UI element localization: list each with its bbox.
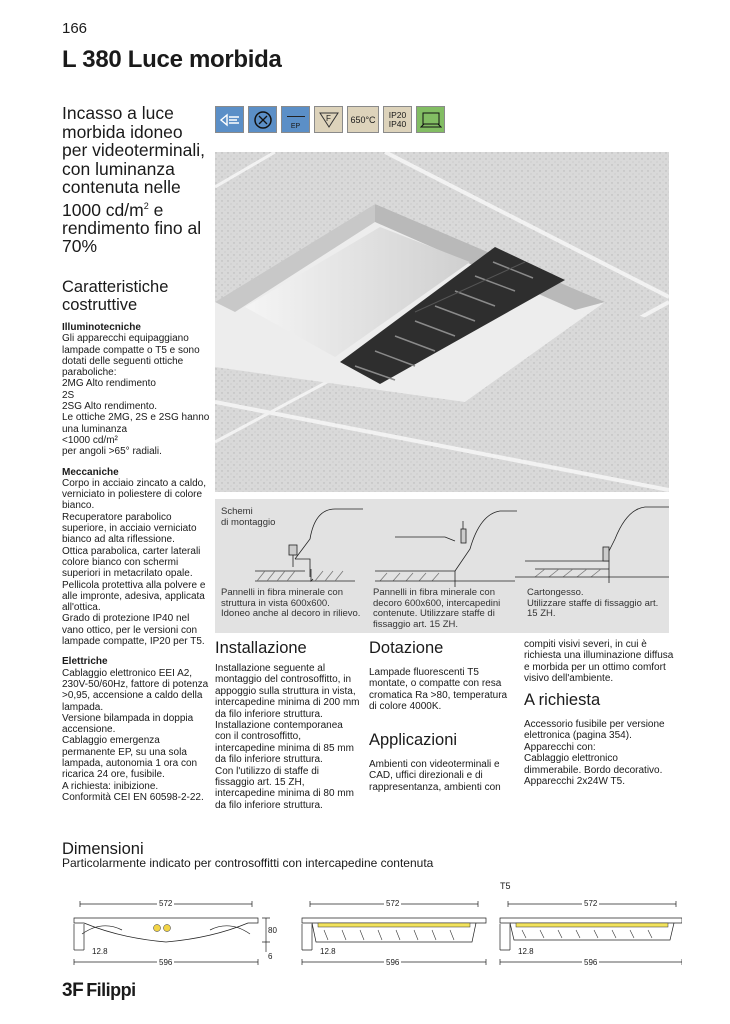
dim1-height: 80 (268, 926, 277, 935)
left-column (62, 322, 212, 812)
ip40-label: IP40 (388, 118, 407, 129)
monitor-icon (416, 106, 445, 133)
dimension-drawings (62, 890, 682, 970)
mounting-schemes-panel (215, 499, 669, 633)
temp-650-icon: 650°C (347, 106, 379, 133)
brand-mark: 3F (62, 980, 84, 1001)
applicazioni-continued-text: compiti visivi severi, in cui è richiesta una illuminazione diffusa e morbida per un ottimo comfort visivo dell'ambiente. (524, 639, 674, 685)
a-richiesta-text: Accessorio fusibile per versione elettronica (pagina 354). Apparecchi con: Cablaggio elettronico dimmerabile. Bordo decorativo. Apparecchi 2x24W T5. (524, 719, 665, 788)
dim3-flange: 12.8 (518, 947, 534, 956)
page-number: 166 (62, 20, 88, 37)
intro-tail: e rendimento fino al 70% (62, 199, 202, 257)
illuminotecniche-heading: Illuminotecniche (62, 322, 141, 333)
dim1-flange: 12.8 (92, 947, 108, 956)
meccaniche-heading: Meccaniche (62, 466, 119, 478)
ep-label: EP (290, 123, 301, 130)
dim2-bottom-width: 596 (386, 958, 400, 967)
intro-text (62, 104, 212, 256)
illuminotecniche-text: Gli apparecchi equipaggiano lampade compatte o T5 e sono dotati delle seguenti ottiche paraboliche: 2MG Alto rendimento 2S 2SG Alto rendimento. Le ottiche 2MG, 2S e 2SG hanno una luminanza <1000 cd/m² per angoli >65° radiali. (62, 333, 210, 458)
intro-superscript: 2 (143, 200, 149, 211)
f-mark-label: F (326, 114, 331, 123)
product-photo (215, 152, 669, 492)
caratteristiche-heading: Caratteristiche costruttive (62, 278, 169, 314)
brand-logo (62, 980, 136, 1002)
dim1-top-width: 572 (159, 899, 173, 908)
scheme-caption-2: Pannelli in fibra minerale con decoro 600x600, intercapedini contenute. Utilizzare staffe di fissaggio art. 15 ZH. (373, 587, 501, 630)
ip20-label: IP20 (388, 109, 407, 120)
ip-rating-icon (383, 106, 412, 133)
dotazione-heading: Dotazione (369, 639, 444, 657)
installazione-text: Installazione seguente al montaggio del controsoffitto, in appoggio sulla struttura in vista, intercapedine minima di 200 mm da filo inferiore struttura. Installazione contemporanea con il controsoffitto, intercapedine minima di 85 mm da filo inferiore struttura. Con l'utilizzo di staffe di fissaggio art. 15 ZH, intercapedine minima di 80 mm da filo inferiore struttura. (215, 663, 360, 811)
f-mark-icon (314, 106, 343, 133)
installazione-heading: Installazione (215, 639, 307, 657)
dimensioni-subtitle: Particolarmente indicato per controsoffitti con intercapedine contenuta (62, 856, 434, 870)
dimensioni-heading: Dimensioni (62, 840, 144, 858)
scheme-caption-1: Pannelli in fibra minerale con struttura in vista 600x600. Idoneo anche al decoro in rilievo. (221, 587, 361, 619)
meccaniche-text: Corpo in acciaio zincato a caldo, verniciato in poliestere di colore bianco. Recuperatore parabolico superiore, in acciaio verniciato bianco ad alta riflessione. Ottica parabolica, carter laterali colore bianco con schermi superiori in metacrilato opale. Pellicola protettiva alla polvere e alle impronte, adesiva, applicata all'ottica. Grado di protezione IP40 nel vano ottico, per le versioni con lampade compatte, IP20 per T5. (62, 477, 206, 648)
ep-icon (281, 106, 310, 133)
t5-label: T5 (500, 881, 511, 891)
page-title: L 380 Luce morbida (62, 46, 282, 73)
schemi-heading: Schemi di montaggio (221, 506, 276, 528)
applicazioni-text: Ambienti con videoterminali e CAD, uffici direzionali e di rappresentanza, ambienti con (369, 759, 501, 793)
certification-icons (215, 106, 445, 133)
applicazioni-heading: Applicazioni (369, 731, 458, 749)
dim2-flange: 12.8 (320, 947, 336, 956)
dim3-top-width: 572 (584, 899, 598, 908)
dim2-top-width: 572 (386, 899, 400, 908)
ce-icon (215, 106, 244, 133)
dim1-bottom-width: 596 (159, 958, 173, 967)
elettriche-heading: Elettriche (62, 656, 108, 668)
dotazione-text: Lampade fluorescenti T5 montate, o compatte con resa cromatica Ra >80, temperatura di colore 4000K. (369, 667, 508, 713)
a-richiesta-heading: A richiesta (524, 691, 601, 709)
intro-main: Incasso a luce morbida idoneo per videoterminali, con luminanza contenuta nelle 1000 cd/m (62, 103, 205, 220)
scheme-caption-3: Cartongesso. Utilizzare staffe di fissaggio art. 15 ZH. (527, 587, 659, 619)
brand-name: Filippi (86, 980, 136, 1000)
dim1-flange-height: 6 (268, 952, 273, 961)
imq-icon (248, 106, 277, 133)
ep-line (287, 116, 305, 117)
elettriche-text: Cablaggio elettronico EEI A2, 230V-50/60Hz, fattore di potenza >0,95, accensione a caldo della lampada. Versione bilampada in doppia accensione. Cablaggio emergenza permanente EP, su una sola lampada, autonomia 1 ora con ricarica 24 ore, fusibile. A richiesta: inibizione. Conformità CEI EN 60598-2-22. (62, 667, 209, 803)
dim3-bottom-width: 596 (584, 958, 598, 967)
